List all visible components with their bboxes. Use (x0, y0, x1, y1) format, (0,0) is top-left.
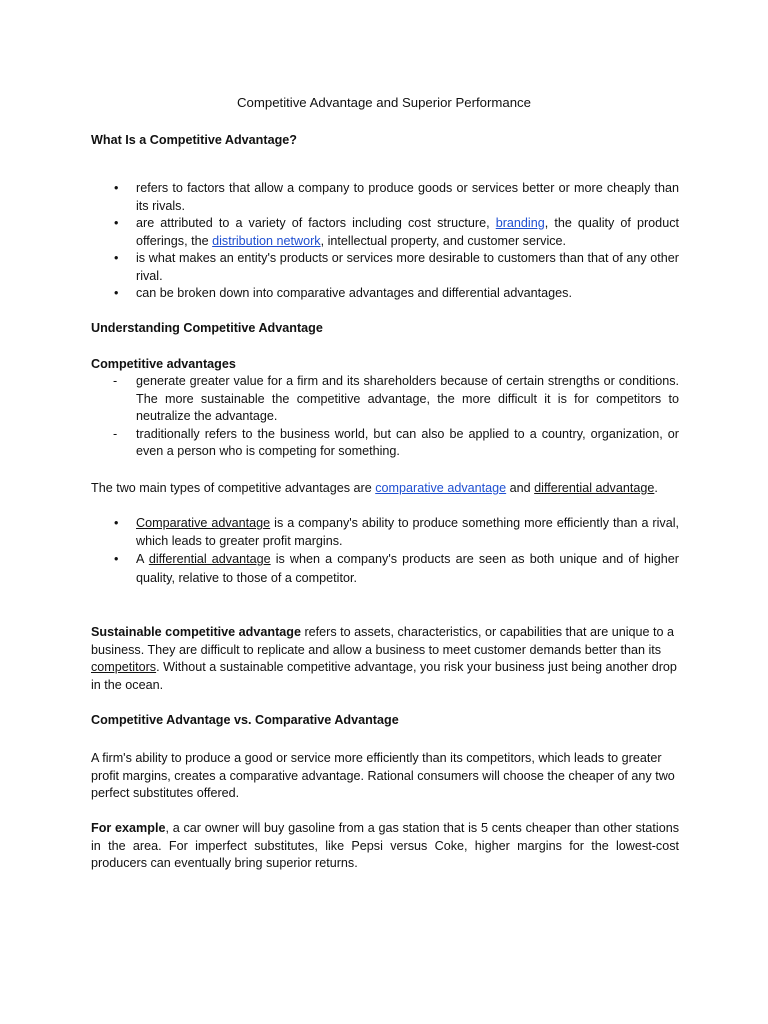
competitors-term: competitors (91, 660, 157, 674)
bullet-item (91, 550, 679, 588)
bullet-text: , the quality of product offerings, the (136, 216, 679, 248)
example-paragraph (91, 820, 679, 873)
bullet-item (91, 180, 679, 215)
bullet-text: is what makes an entity's products or services more desirable to customers than that of any other rival. (136, 251, 679, 283)
paragraph-text: . (654, 481, 658, 495)
comparative-advantage-term: Comparative advantage (136, 516, 271, 530)
differential-advantage-term: differential advantage (148, 552, 271, 566)
dash-item (91, 373, 679, 426)
paragraph-text: refers to assets, characteristics, or capabilities that are unique to a business. They are difficult to replicate and allow a business to meet customer demands better than its (91, 625, 675, 657)
bullet-item (91, 285, 679, 303)
bullet-item (91, 515, 679, 550)
paragraph-text: . Without a sustainable competitive advantage, you risk your business just being another drop in the ocean. (91, 660, 677, 692)
distribution-network-link[interactable]: distribution network (212, 233, 321, 248)
understanding-heading: Understanding Competitive Advantage (91, 321, 323, 335)
dash-text: generate greater value for a firm and its shareholders because of certain strengths or conditions. The more sustainable the competitive advantage, the more difficult it is for competitors to neutralize the advantage. (136, 374, 679, 423)
bullet-text: is when a company's products are seen as both unique and of higher quality, relative to those of a competitor. (136, 552, 679, 585)
bullet-item (91, 215, 679, 250)
bullet-text: , intellectual property, and customer service. (320, 233, 567, 248)
what-is-heading: What Is a Competitive Advantage? (91, 133, 297, 147)
dash-item (91, 426, 679, 461)
two-types-paragraph (91, 480, 679, 498)
paragraph-text: The two main types of competitive advantages are (91, 481, 376, 495)
example-label: For example (91, 821, 166, 835)
bullet-item (91, 250, 679, 285)
bullet-text: refers to factors that allow a company to produce goods or services better or more cheaply than its rivals. (136, 181, 679, 213)
paragraph-text: and (506, 481, 535, 495)
dash-text: traditionally refers to the business world, but can also be applied to a country, organization, or even a person who is competing for something. (136, 426, 679, 458)
types-bullet-list (91, 515, 679, 588)
bullet-text: is a company's ability to produce something more efficiently than a rival, which leads to greater profit margins. (136, 516, 679, 548)
vs-paragraph: A firm's ability to produce a good or service more efficiently than its competitors, which leads to greater profit margins, creates a comparative advantage. Rational consumers will choose the cheaper of any two perfect substitutes offered. (91, 751, 675, 800)
bullet-text: A (136, 552, 149, 566)
paragraph-text: , a car owner will buy gasoline from a gas station that is 5 cents cheaper than other stations in the area. For imperfect substitutes, like Pepsi versus Coke, higher margins for the lowest-cost producers can eventually bring superior returns. (91, 821, 679, 870)
bullet-text: can be broken down into comparative advantages and differential advantages. (136, 286, 572, 300)
comparative-advantage-link[interactable]: comparative advantage (375, 481, 507, 495)
what-is-bullet-list (91, 180, 679, 303)
branding-link[interactable]: branding (495, 216, 545, 230)
competitive-advantages-dash-list (91, 373, 679, 461)
sustainable-paragraph (91, 624, 679, 694)
sustainable-term: Sustainable competitive advantage (91, 625, 301, 639)
vs-heading: Competitive Advantage vs. Comparative Advantage (91, 713, 399, 727)
differential-advantage-term: differential advantage (534, 481, 655, 495)
competitive-advantages-subheading: Competitive advantages (91, 357, 236, 371)
document-title: Competitive Advantage and Superior Performance (237, 95, 531, 110)
bullet-text: are attributed to a variety of factors including cost structure, (136, 216, 496, 230)
